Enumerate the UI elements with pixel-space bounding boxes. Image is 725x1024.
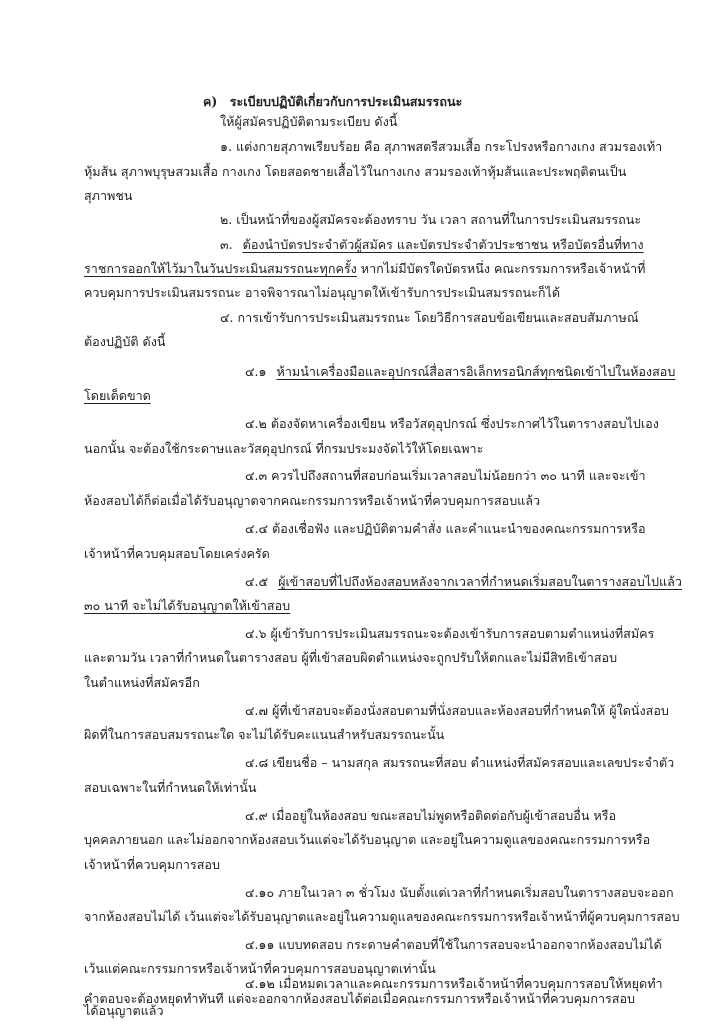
section-heading — [203, 92, 462, 112]
item-3-underlined-text: ต้องนำบัตรประจำตัวผู้สมัคร และบัตรประจำตัวประชาชน หรือบัตรอื่นที่ทาง — [242, 237, 644, 252]
item-4-7-line-2: ผิดที่ในการสอบสมรรถนะใด จะไม่ได้รับคะแนนสำหรับสมรรถนะนั้น — [84, 727, 445, 742]
item-1-line-2: หุ้มส้น สุภาพบุรุษสวมเสื้อ กางเกง โดยสอดชายเสื้อไว้ในกางเกง สวมรองเท้าหุ้มส้นและประพฤติตนเป็น — [84, 164, 627, 179]
item-4-4-line-1: ๔.๔ ต้องเชื่อฟัง และปฏิบัติตามคำสั่ง และคำแนะนำของคณะกรรมการหรือ — [245, 521, 646, 536]
item-4-9-line-3: เจ้าหน้าที่ควบคุมการสอบ — [84, 857, 220, 872]
item-4-12-line-3: ได้อนุญาตแล้ว — [84, 1003, 164, 1018]
item-3-line-1 — [220, 235, 644, 255]
item-3-rest: หากไม่มีบัตรใดบัตรหนึ่ง คณะกรรมการหรือเจ้าหน้าที่ — [356, 261, 646, 276]
item-4-1-line-2 — [84, 386, 151, 406]
item-4-1-number: ๔.๑ — [245, 364, 267, 379]
item-3-line-3: ควบคุมการประเมินสมรรถนะ อาจพิจารณาไม่อนุญาตให้เข้ารับการประเมินสมรรถนะก็ได้ — [84, 285, 561, 300]
item-4-12-line-2: คำตอบจะต้องหยุดทำทันที แต่จะออกจากห้องสอบได้ต่อเมื่อคณะกรรมการหรือเจ้าหน้าที่ควบคุมการสอบ — [84, 991, 636, 1006]
item-4-12-line-1: ๔.๑๒ เมื่อหมดเวลาและคณะกรรมการหรือเจ้าหน้าที่ควบคุมการสอบให้หยุดทำ — [245, 976, 663, 991]
item-4-9-line-1: ๔.๙ เมื่ออยู่ในห้องสอบ ขณะสอบไม่พูดหรือติดต่อกับผู้เข้าสอบอื่น หรือ — [245, 808, 617, 823]
section-label: ค) — [203, 94, 218, 109]
item-4-3-line-2: ห้องสอบได้ก็ต่อเมื่อได้รับอนุญาตจากคณะกรรมการหรือเจ้าหน้าที่ควบคุมการสอบแล้ว — [84, 493, 541, 508]
item-4-6-line-1: ๔.๖ ผู้เข้ารับการประเมินสมรรถนะจะต้องเข้ารับการสอบตามตำแหน่งที่สมัคร — [245, 626, 655, 641]
item-2-line-1: ๒. เป็นหน้าที่ของผู้สมัครจะต้องทราบ วัน เวลา สถานที่ในการประเมินสมรรถนะ — [220, 212, 642, 227]
item-4-6-line-3: ในตำแหน่งที่สมัครอีก — [84, 675, 200, 690]
item-4-9-line-2: บุคคลภายนอก และไม่ออกจากห้องสอบเว้นแต่จะได้รับอนุญาต และอยู่ในความดูแลของคณะกรรมการหรือ — [84, 832, 651, 847]
item-4-10-line-2: จากห้องสอบไม่ได้ เว้นแต่จะได้รับอนุญาตและอยู่ในความดูแลของคณะกรรมการหรือเจ้าหน้าที่ผู้ควบคุมการสอบ — [84, 909, 680, 924]
item-4-5-underlined-continuation: ๓๐ นาที จะไม่ได้รับอนุญาตให้เข้าสอบ — [84, 598, 291, 613]
item-4-5-line-1 — [245, 572, 682, 592]
item-4-2-line-2: นอกนั้น จะต้องใช้กระดาษและวัสดุอุปกรณ์ ที่กรมประมงจัดไว้ให้โดยเฉพาะ — [84, 441, 484, 456]
item-4-line-1: ๔. การเข้ารับการประเมินสมรรถนะ โดยวิธีการสอบข้อเขียนและสอบสัมภาษณ์ — [220, 310, 639, 325]
item-4-3-line-1: ๔.๓ ควรไปถึงสถานที่สอบก่อนเริ่มเวลาสอบไม่น้อยกว่า ๓๐ นาที และจะเข้า — [245, 468, 646, 483]
item-1-line-1: ๑. แต่งกายสุภาพเรียบร้อย คือ สุภาพสตรีสวมเสื้อ กระโปรงหรือกางเกง สวมรองเท้า — [220, 139, 663, 154]
item-4-1-underlined-continuation: โดยเด็ดขาด — [84, 388, 151, 403]
intro-text: ให้ผู้สมัครปฏิบัติตามระเบียบ ดังนี้ — [220, 114, 398, 129]
item-4-5-line-2 — [84, 596, 290, 616]
item-3-line-2 — [84, 259, 645, 279]
item-4-7-line-1: ๔.๗ ผู้ที่เข้าสอบจะต้องนั่งสอบตามที่นั่งสอบและห้องสอบที่กำหนดให้ ผู้ใดนั่งสอบ — [245, 703, 669, 718]
item-4-4-line-2: เจ้าหน้าที่ควบคุมสอบโดยเคร่งครัด — [84, 546, 270, 561]
item-4-6-line-2: และตามวัน เวลาที่กำหนดในตารางสอบ ผู้ที่เข้าสอบผิดตำแหน่งจะถูกปรับให้ตกและไม่มีสิทธิเข้าสอบ — [84, 650, 618, 665]
item-3-underlined-continuation: ราชการออกให้ไว้มาในวันประเมินสมรรถนะทุกครั้ง — [84, 261, 357, 276]
item-4-5-underlined-text: ผู้เข้าสอบที่ไปถึงห้องสอบหลังจากเวลาที่กำหนดเริ่มสอบในตารางสอบไปแล้ว — [278, 574, 682, 589]
item-4-8-line-2: สอบเฉพาะในที่กำหนดให้เท่านั้น — [84, 780, 257, 795]
item-4-1-line-1 — [245, 362, 675, 382]
section-title: ระเบียบปฏิบัติเกี่ยวกับการประเมินสมรรถนะ — [229, 94, 463, 109]
item-3-number: ๓. — [220, 237, 233, 252]
item-4-2-line-1: ๔.๒ ต้องจัดหาเครื่องเขียน หรือวัสดุอุปกรณ์ ซึ่งประกาศไว้ในตารางสอบไปเอง — [245, 416, 659, 431]
item-4-line-2: ต้องปฏิบัติ ดังนี้ — [84, 334, 166, 349]
item-4-5-number: ๔.๕ — [245, 574, 269, 589]
item-4-8-line-1: ๔.๘ เขียนชื่อ – นามสกุล สมรรถนะที่สอบ ตำแหน่งที่สมัครสอบและเลขประจำตัว — [245, 755, 675, 770]
item-4-11-line-2: เว้นแต่คณะกรรมการหรือเจ้าหน้าที่ควบคุมการสอบอนุญาตเท่านั้น — [84, 961, 436, 976]
item-4-10-line-1: ๔.๑๐ ภายในเวลา ๓ ชั่วโมง นับตั้งแต่เวลาที่กำหนดเริ่มสอบในตารางสอบจะออก — [245, 885, 674, 900]
item-1-line-3: สุภาพชน — [84, 188, 133, 203]
item-4-11-line-1: ๔.๑๑ แบบทดสอบ กระดาษคำตอบที่ใช้ในการสอบจะนำออกจากห้องสอบไม่ได้ — [245, 937, 662, 952]
item-4-1-underlined-text: ห้ามนำเครื่องมือและอุปกรณ์สื่อสารอิเล็กทรอนิกส์ทุกชนิดเข้าไปในห้องสอบ — [276, 364, 676, 379]
